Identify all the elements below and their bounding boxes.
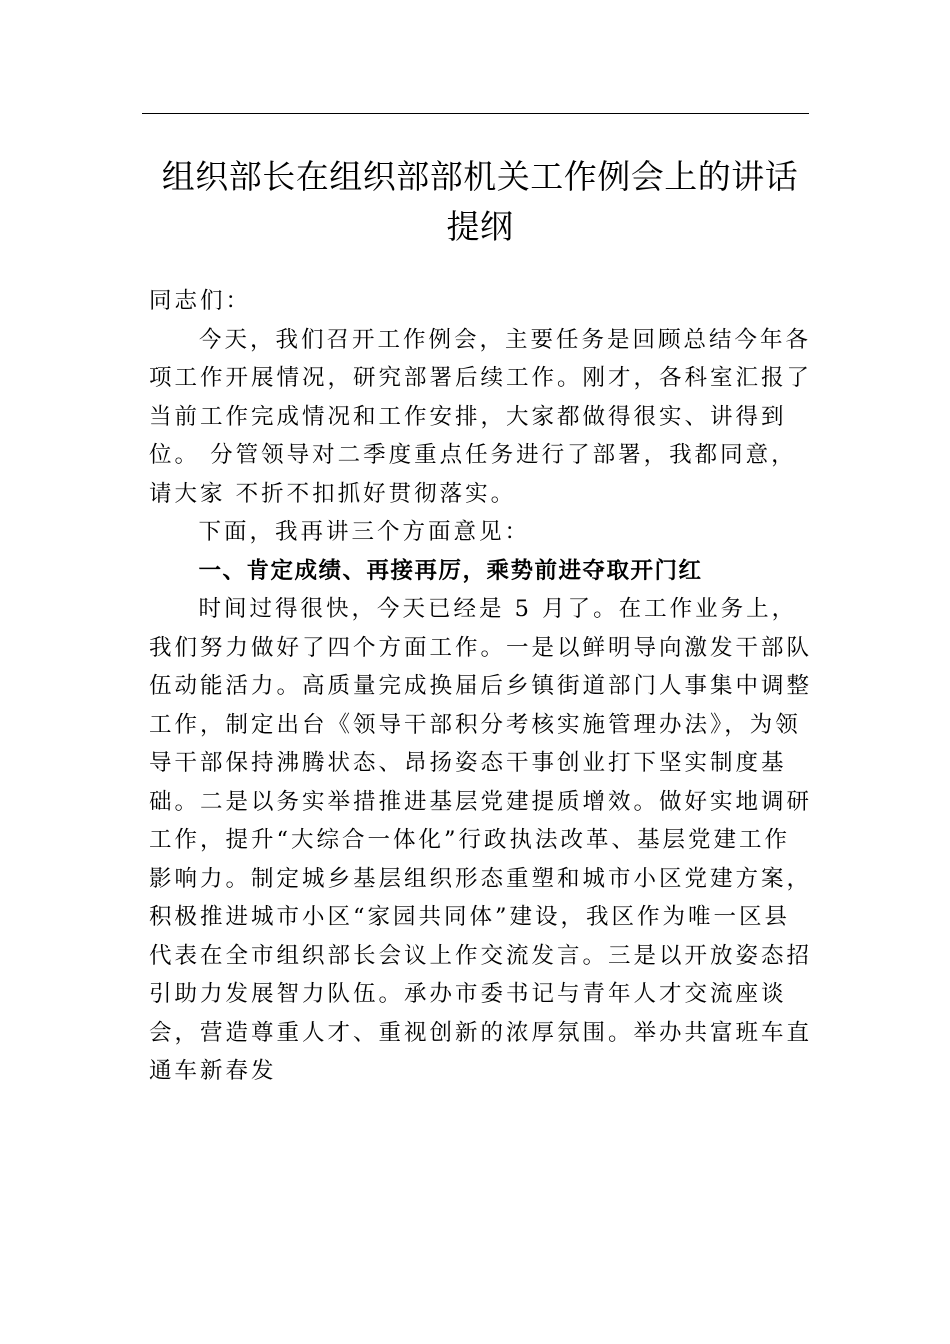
section-1-paragraph: 时间过得很快，今天已经是 5 月了。在工作业务上，我们努力做好了四个方面工作。一是以鲜明导向激发干部队伍动能活力。高质量完成换届后乡镇街道部门人事集中调整工作，制定出台《领导干部积分考核实施管理办法》，为领导干部保持沸腾状态、昂扬姿态干事创业打下坚实制度基础。二是以务实举措推进基层党建提质增效。做好实地调研工作，提升“大综合一体化”行政执法改革、基层党建工作影响力。制定城乡基层组织形态重塑和城市小区党建方案，积极推进城市小区“家园共同体”建设，我区作为唯一区县代表在全市组织部长会议上作交流发言。三是以开放姿态招引助力发展智力队伍。承办市委书记与青年人才交流座谈会，营造尊重人才、重视创新的浓厚氛围。举办共富班车直通车新春发	[149, 596, 813, 1084]
opening-line: 项工作开展情况，研究部署后续工作。刚才，各科室汇报了	[149, 365, 813, 391]
document-title: 组织部长在组织部部机关工作例会上的讲话提纲	[161, 157, 799, 246]
header-rule	[142, 113, 809, 114]
document-body	[149, 282, 814, 1091]
opening-line: 请大家 不折不扣抓好贯彻落实。	[149, 480, 517, 507]
salutation: 同志们：	[149, 288, 252, 314]
opening-paragraph	[149, 321, 814, 514]
opening-line: 当前工作完成情况和工作安排，大家都做得很实、讲得到	[149, 403, 787, 430]
opening-line: 位。 分管领导对二季度重点任务进行了部署，我都同意，	[149, 442, 797, 468]
section-heading-1: 一、肯定成绩、再接再厉，乘势前进夺取开门红	[198, 557, 703, 584]
opening-line: 今天，我们召开工作例会，主要任务是回顾总结今年各	[199, 326, 812, 353]
transition-paragraph: 下面，我再讲三个方面意见：	[198, 519, 531, 545]
